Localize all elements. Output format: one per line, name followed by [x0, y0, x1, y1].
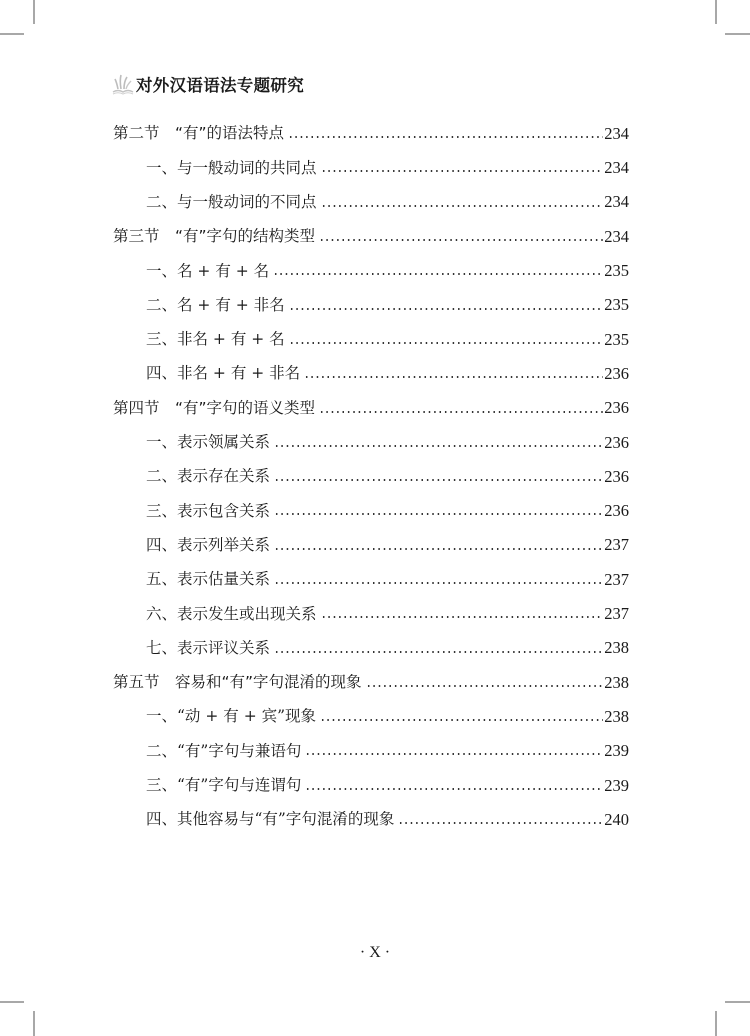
toc-page-number: 234	[604, 192, 629, 212]
toc-page-number: 235	[604, 261, 629, 281]
crop-mark-bottom-right-horizontal	[725, 1001, 750, 1003]
toc-page-number: 235	[604, 295, 629, 315]
toc-page-number: 234	[604, 123, 629, 143]
toc-label: 第五节 容易和“有”字句混淆的现象	[113, 673, 362, 692]
dot-leader	[274, 445, 603, 447]
dot-leader	[289, 342, 604, 344]
toc-item[interactable]	[113, 769, 629, 803]
toc-label: 二、名 + 有 + 非名	[146, 295, 285, 314]
toc-page-number: 238	[604, 672, 629, 692]
toc-label: 五、表示估量关系	[146, 570, 271, 589]
crop-mark-bottom-left-horizontal	[0, 1001, 24, 1003]
toc-label: 第三节 “有”字句的结构类型	[113, 227, 316, 246]
dot-leader	[366, 685, 604, 687]
dot-leader	[274, 548, 603, 550]
toc-item[interactable]	[113, 563, 629, 597]
dot-leader	[321, 205, 604, 207]
running-header	[112, 70, 304, 98]
toc-label: 一、“动 + 有 + 宾”现象	[146, 707, 317, 726]
dot-leader	[305, 788, 603, 790]
toc-page-number: 238	[604, 706, 629, 726]
toc-page-number: 236	[604, 363, 629, 383]
toc-page-number: 235	[604, 329, 629, 349]
dot-leader	[274, 582, 603, 584]
crop-mark-top-left-horizontal	[0, 33, 24, 35]
toc-section[interactable]	[113, 117, 629, 151]
toc-label: 三、非名 + 有 + 名	[146, 330, 285, 349]
toc-item[interactable]	[113, 186, 629, 220]
toc-label: 第四节 “有”字句的语义类型	[113, 398, 316, 417]
dot-leader	[289, 308, 604, 310]
toc-item[interactable]	[113, 460, 629, 494]
dot-leader	[321, 170, 604, 172]
toc-label: 六、表示发生或出现关系	[146, 604, 317, 623]
toc-page-number: 237	[604, 569, 629, 589]
crop-mark-top-left-vertical	[33, 0, 35, 24]
toc-page-number: 236	[604, 501, 629, 521]
dot-leader	[304, 376, 603, 378]
toc-item[interactable]	[113, 529, 629, 563]
book-sprout-icon	[112, 72, 134, 96]
toc-label: 四、表示列举关系	[146, 535, 271, 554]
toc-label: 一、表示领属关系	[146, 433, 271, 452]
dot-leader	[274, 513, 603, 515]
dot-leader	[305, 753, 603, 755]
toc-page-number: 237	[604, 535, 629, 555]
toc-label: 二、表示存在关系	[146, 467, 271, 486]
toc-item[interactable]	[113, 597, 629, 631]
toc-item[interactable]	[113, 631, 629, 665]
dot-leader	[274, 651, 603, 653]
toc-label: 一、名 + 有 + 名	[146, 261, 270, 280]
toc-label: 三、表示包含关系	[146, 501, 271, 520]
toc-label: 二、与一般动词的不同点	[146, 192, 317, 211]
dot-leader	[273, 273, 603, 275]
toc-page-number: 236	[604, 398, 629, 418]
toc-page-number: 238	[604, 638, 629, 658]
toc-page-number: 237	[604, 604, 629, 624]
toc-item[interactable]	[113, 734, 629, 768]
toc-section[interactable]	[113, 391, 629, 425]
dot-leader	[398, 822, 603, 824]
dot-leader	[321, 616, 604, 618]
toc-item[interactable]	[113, 151, 629, 185]
toc-label: 四、非名 + 有 + 非名	[146, 364, 301, 383]
toc-page-number: 234	[604, 158, 629, 178]
toc-label: 七、表示评议关系	[146, 638, 271, 657]
crop-mark-bottom-right-vertical	[715, 1011, 717, 1036]
toc-label: 一、与一般动词的共同点	[146, 158, 317, 177]
toc-page-number: 239	[604, 775, 629, 795]
toc-label: 二、“有”字句与兼语句	[146, 741, 302, 760]
toc-page-number: 239	[604, 741, 629, 761]
toc-item[interactable]	[113, 323, 629, 357]
crop-mark-bottom-left-vertical	[33, 1011, 35, 1036]
toc-item[interactable]	[113, 357, 629, 391]
dot-leader	[288, 136, 603, 138]
toc-item[interactable]	[113, 426, 629, 460]
dot-leader	[320, 719, 603, 721]
toc-section[interactable]	[113, 666, 629, 700]
toc-page-number: 236	[604, 432, 629, 452]
toc-page-number: 236	[604, 466, 629, 486]
toc-item[interactable]	[113, 803, 629, 837]
toc-item[interactable]	[113, 700, 629, 734]
toc-item[interactable]	[113, 494, 629, 528]
toc-label: 四、其他容易与“有”字句混淆的现象	[146, 810, 395, 829]
toc-label: 第二节 “有”的语法特点	[113, 124, 285, 143]
toc-item[interactable]	[113, 288, 629, 322]
dot-leader	[319, 411, 603, 413]
dot-leader	[274, 479, 603, 481]
toc-page-number: 240	[604, 809, 629, 829]
toc-item[interactable]	[113, 254, 629, 288]
crop-mark-top-right-horizontal	[725, 33, 750, 35]
toc-section[interactable]	[113, 220, 629, 254]
table-of-contents	[113, 117, 629, 837]
book-title: 对外汉语语法专题研究	[136, 76, 304, 95]
crop-mark-top-right-vertical	[715, 0, 717, 24]
dot-leader	[319, 239, 603, 241]
page-number: · X ·	[359, 944, 391, 961]
toc-page-number: 234	[604, 226, 629, 246]
toc-label: 三、“有”字句与连谓句	[146, 776, 302, 795]
